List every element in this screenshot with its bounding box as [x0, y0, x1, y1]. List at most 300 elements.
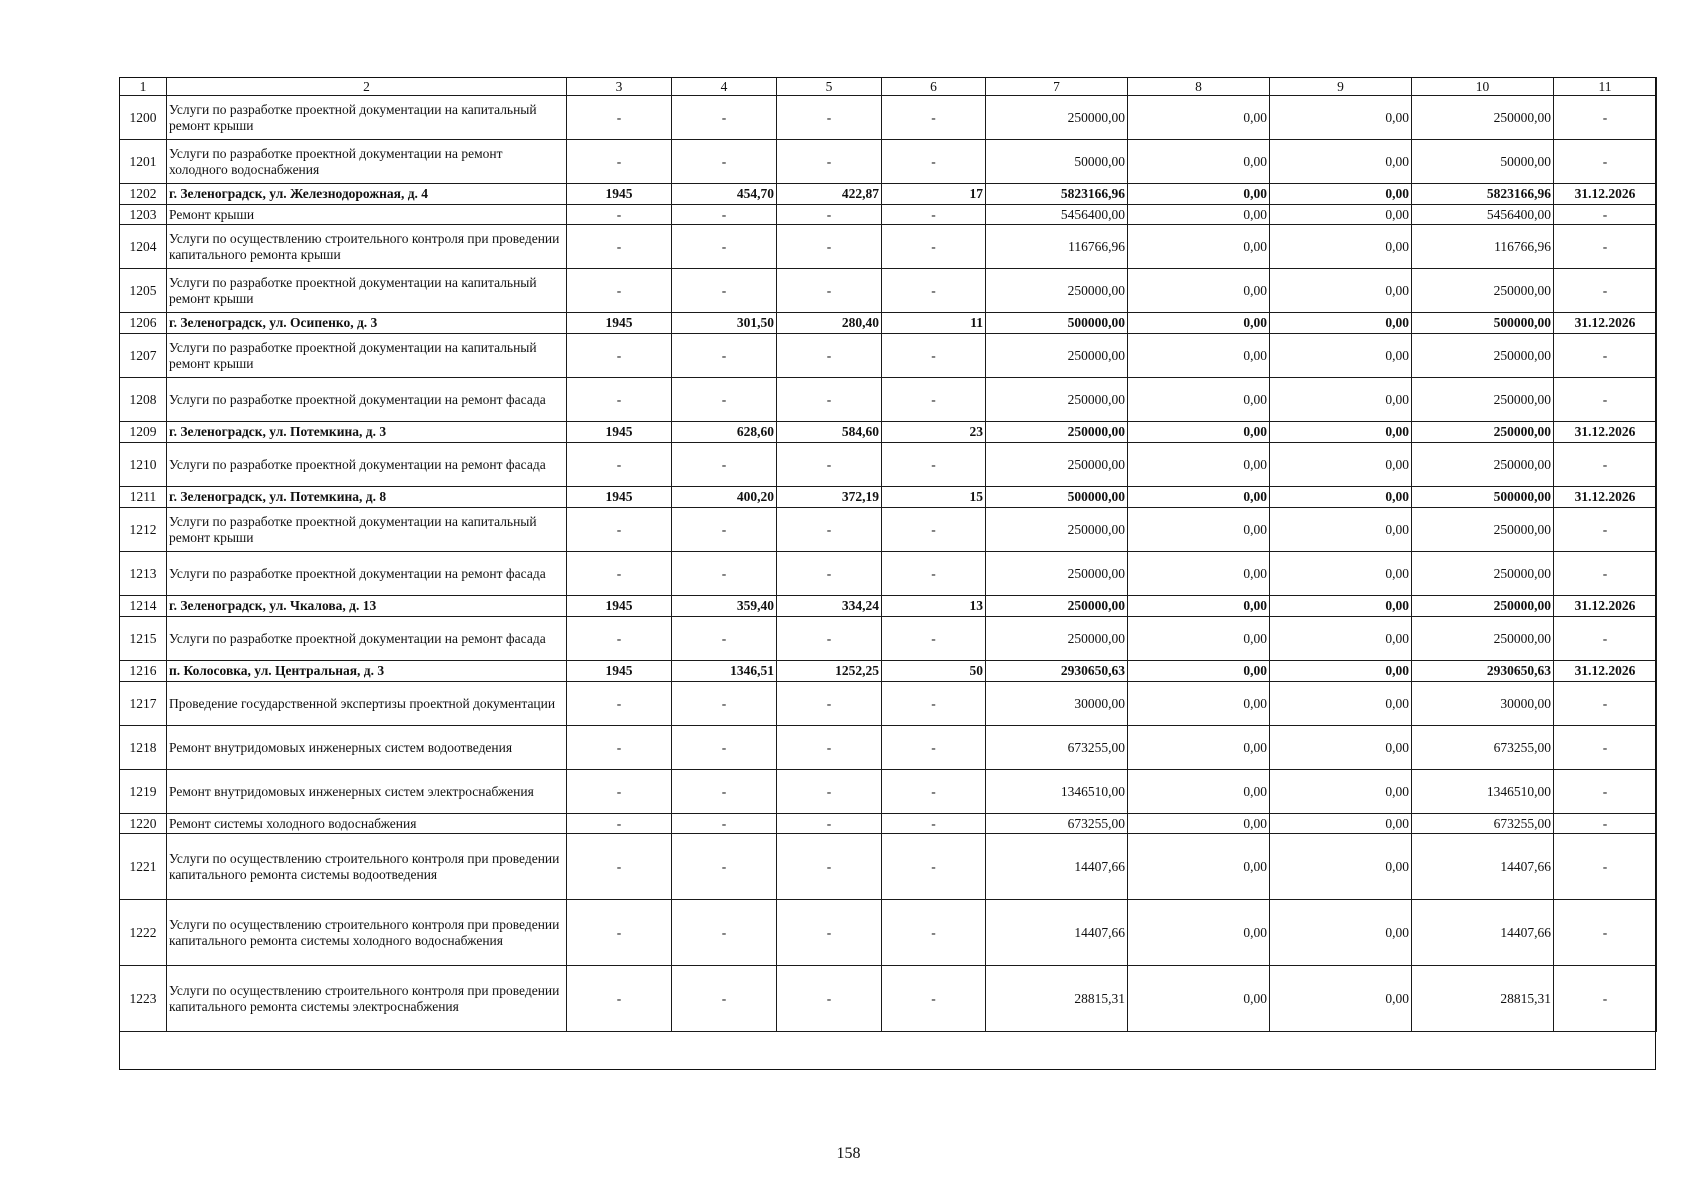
cell-c8: 0,00 — [1128, 313, 1270, 334]
cell-c11: 31.12.2026 — [1554, 313, 1657, 334]
cell-c8: 0,00 — [1128, 596, 1270, 617]
table-row — [120, 334, 1657, 378]
table-row — [120, 726, 1657, 770]
table-row — [120, 966, 1657, 1032]
table-row — [120, 834, 1657, 900]
cell-c11: - — [1554, 682, 1657, 726]
cell-c10: 250000,00 — [1412, 269, 1554, 313]
cell-c5: - — [777, 814, 882, 834]
cell-c11: - — [1554, 334, 1657, 378]
cell-c8: 0,00 — [1128, 552, 1270, 596]
cell-c9: 0,00 — [1270, 378, 1412, 422]
cell-c3: - — [567, 443, 672, 487]
cell-c4: 1346,51 — [672, 661, 777, 682]
cell-c4: - — [672, 508, 777, 552]
cell-c7: 250000,00 — [986, 552, 1128, 596]
cell-c10: 250000,00 — [1412, 443, 1554, 487]
cell-c11: 31.12.2026 — [1554, 596, 1657, 617]
cell-c9: 0,00 — [1270, 900, 1412, 966]
cell-c10: 250000,00 — [1412, 422, 1554, 443]
cell-c7: 30000,00 — [986, 682, 1128, 726]
cell-desc: п. Колосовка, ул. Центральная, д. 3 — [167, 661, 567, 682]
cell-c6: - — [882, 814, 986, 834]
cell-desc: Услуги по разработке проектной документации на капитальный ремонт крыши — [167, 269, 567, 313]
cell-c10: 1346510,00 — [1412, 770, 1554, 814]
cell-c6: - — [882, 682, 986, 726]
cell-desc: Услуги по разработке проектной документации на капитальный ремонт крыши — [167, 334, 567, 378]
cell-c8: 0,00 — [1128, 443, 1270, 487]
cell-num: 1218 — [120, 726, 167, 770]
cell-c8: 0,00 — [1128, 617, 1270, 661]
cell-c8: 0,00 — [1128, 378, 1270, 422]
cell-num: 1221 — [120, 834, 167, 900]
cell-c10: 250000,00 — [1412, 552, 1554, 596]
cell-c10: 250000,00 — [1412, 334, 1554, 378]
cell-c10: 250000,00 — [1412, 96, 1554, 140]
col-header: 1 — [120, 78, 167, 96]
cell-c7: 250000,00 — [986, 422, 1128, 443]
cell-c3: 1945 — [567, 422, 672, 443]
cell-c3: - — [567, 834, 672, 900]
cell-c10: 250000,00 — [1412, 378, 1554, 422]
col-header: 2 — [167, 78, 567, 96]
cell-c10: 30000,00 — [1412, 682, 1554, 726]
cell-c8: 0,00 — [1128, 770, 1270, 814]
cell-c8: 0,00 — [1128, 487, 1270, 508]
cell-c4: - — [672, 378, 777, 422]
cell-c11: - — [1554, 205, 1657, 225]
cell-c11: - — [1554, 726, 1657, 770]
cell-c4: - — [672, 770, 777, 814]
col-header: 11 — [1554, 78, 1657, 96]
cell-c11: - — [1554, 378, 1657, 422]
cell-c7: 14407,66 — [986, 900, 1128, 966]
cell-c6: - — [882, 225, 986, 269]
cell-desc: Услуги по разработке проектной документации на ремонт холодного водоснабжения — [167, 140, 567, 184]
cell-c7: 250000,00 — [986, 269, 1128, 313]
cell-c4: 301,50 — [672, 313, 777, 334]
address-row — [120, 661, 1657, 682]
cell-c9: 0,00 — [1270, 508, 1412, 552]
cell-c9: 0,00 — [1270, 682, 1412, 726]
cell-c4: - — [672, 966, 777, 1032]
cell-desc: Ремонт внутридомовых инженерных систем водоотведения — [167, 726, 567, 770]
cell-c4: 628,60 — [672, 422, 777, 443]
column-number-header — [120, 78, 1657, 96]
cell-c6: - — [882, 378, 986, 422]
table-row — [120, 378, 1657, 422]
cell-desc: Услуги по разработке проектной документации на ремонт фасада — [167, 443, 567, 487]
cell-c5: - — [777, 443, 882, 487]
cell-c11: - — [1554, 966, 1657, 1032]
cell-c7: 250000,00 — [986, 378, 1128, 422]
cell-c10: 14407,66 — [1412, 900, 1554, 966]
cell-c4: - — [672, 834, 777, 900]
cell-c4: - — [672, 334, 777, 378]
cell-num: 1204 — [120, 225, 167, 269]
cell-c5: 584,60 — [777, 422, 882, 443]
cell-c6: - — [882, 205, 986, 225]
cell-desc: г. Зеленоградск, ул. Потемкина, д. 8 — [167, 487, 567, 508]
cell-desc: г. Зеленоградск, ул. Чкалова, д. 13 — [167, 596, 567, 617]
cell-c3: - — [567, 770, 672, 814]
cell-c5: - — [777, 269, 882, 313]
cell-num: 1223 — [120, 966, 167, 1032]
cell-desc: Услуги по осуществлению строительного контроля при проведении капитального ремонта системы водоотведения — [167, 834, 567, 900]
col-header: 8 — [1128, 78, 1270, 96]
cell-c9: 0,00 — [1270, 596, 1412, 617]
cell-c11: - — [1554, 552, 1657, 596]
cell-c4: 359,40 — [672, 596, 777, 617]
cell-desc: Услуги по осуществлению строительного контроля при проведении капитального ремонта системы электроснабжения — [167, 966, 567, 1032]
cell-c4: 400,20 — [672, 487, 777, 508]
cell-c9: 0,00 — [1270, 487, 1412, 508]
cell-c5: 422,87 — [777, 184, 882, 205]
cell-c5: - — [777, 966, 882, 1032]
cell-c11: - — [1554, 770, 1657, 814]
cell-c9: 0,00 — [1270, 443, 1412, 487]
cell-num: 1209 — [120, 422, 167, 443]
cell-c5: 1252,25 — [777, 661, 882, 682]
cell-num: 1200 — [120, 96, 167, 140]
col-header: 10 — [1412, 78, 1554, 96]
cell-c6: - — [882, 552, 986, 596]
table-row — [120, 814, 1657, 834]
cell-c7: 2930650,63 — [986, 661, 1128, 682]
cell-c11: 31.12.2026 — [1554, 184, 1657, 205]
cell-c9: 0,00 — [1270, 205, 1412, 225]
cell-c5: 334,24 — [777, 596, 882, 617]
cell-c4: - — [672, 726, 777, 770]
cell-num: 1208 — [120, 378, 167, 422]
cell-desc: Услуги по разработке проектной документации на капитальный ремонт крыши — [167, 96, 567, 140]
cell-c3: - — [567, 96, 672, 140]
table-body — [120, 96, 1657, 1032]
cell-c11: 31.12.2026 — [1554, 487, 1657, 508]
cell-c8: 0,00 — [1128, 140, 1270, 184]
cell-c6: - — [882, 269, 986, 313]
cell-c3: - — [567, 334, 672, 378]
cell-c11: - — [1554, 834, 1657, 900]
cell-c10: 250000,00 — [1412, 596, 1554, 617]
cell-c3: - — [567, 552, 672, 596]
cell-desc: Услуги по разработке проектной документации на ремонт фасада — [167, 378, 567, 422]
cell-c3: - — [567, 205, 672, 225]
cell-c10: 500000,00 — [1412, 313, 1554, 334]
address-row — [120, 184, 1657, 205]
cell-c6: - — [882, 726, 986, 770]
cell-c11: - — [1554, 508, 1657, 552]
col-header: 9 — [1270, 78, 1412, 96]
cell-c5: - — [777, 900, 882, 966]
cell-c3: - — [567, 966, 672, 1032]
cell-c5: - — [777, 726, 882, 770]
cell-c5: - — [777, 140, 882, 184]
cell-c7: 673255,00 — [986, 726, 1128, 770]
cell-c3: - — [567, 378, 672, 422]
cell-num: 1207 — [120, 334, 167, 378]
cell-c9: 0,00 — [1270, 814, 1412, 834]
cell-c8: 0,00 — [1128, 422, 1270, 443]
cell-c9: 0,00 — [1270, 313, 1412, 334]
table-row — [120, 140, 1657, 184]
cell-c10: 673255,00 — [1412, 726, 1554, 770]
cell-c5: - — [777, 682, 882, 726]
cell-c9: 0,00 — [1270, 552, 1412, 596]
cell-num: 1203 — [120, 205, 167, 225]
cell-c10: 5823166,96 — [1412, 184, 1554, 205]
cell-c3: - — [567, 617, 672, 661]
cell-num: 1216 — [120, 661, 167, 682]
address-row — [120, 313, 1657, 334]
cell-c11: - — [1554, 617, 1657, 661]
cell-c4: - — [672, 140, 777, 184]
cell-c6: 11 — [882, 313, 986, 334]
cell-c11: 31.12.2026 — [1554, 661, 1657, 682]
cell-c8: 0,00 — [1128, 269, 1270, 313]
table-row — [120, 552, 1657, 596]
cell-c6: 50 — [882, 661, 986, 682]
table-row — [120, 900, 1657, 966]
cell-c5: - — [777, 770, 882, 814]
cell-c9: 0,00 — [1270, 617, 1412, 661]
cell-c11: - — [1554, 269, 1657, 313]
cell-desc: Ремонт системы холодного водоснабжения — [167, 814, 567, 834]
cell-c5: 372,19 — [777, 487, 882, 508]
cell-c6: - — [882, 834, 986, 900]
cell-c4: - — [672, 205, 777, 225]
cell-c9: 0,00 — [1270, 422, 1412, 443]
cell-c8: 0,00 — [1128, 205, 1270, 225]
col-header: 3 — [567, 78, 672, 96]
cell-c6: 17 — [882, 184, 986, 205]
cell-c3: - — [567, 814, 672, 834]
cell-c5: - — [777, 378, 882, 422]
cell-c9: 0,00 — [1270, 184, 1412, 205]
cell-c9: 0,00 — [1270, 140, 1412, 184]
cell-c6: - — [882, 900, 986, 966]
cell-num: 1219 — [120, 770, 167, 814]
cell-c5: - — [777, 617, 882, 661]
cell-c4: - — [672, 552, 777, 596]
cell-c10: 116766,96 — [1412, 225, 1554, 269]
cell-c3: - — [567, 140, 672, 184]
cell-c3: 1945 — [567, 596, 672, 617]
cell-c10: 673255,00 — [1412, 814, 1554, 834]
cell-num: 1220 — [120, 814, 167, 834]
cell-desc: Услуги по осуществлению строительного контроля при проведении капитального ремонта системы холодного водоснабжения — [167, 900, 567, 966]
cell-desc: г. Зеленоградск, ул. Потемкина, д. 3 — [167, 422, 567, 443]
col-header: 4 — [672, 78, 777, 96]
cell-c4: - — [672, 225, 777, 269]
cell-num: 1210 — [120, 443, 167, 487]
cell-c5: 280,40 — [777, 313, 882, 334]
cell-c10: 2930650,63 — [1412, 661, 1554, 682]
cell-c5: - — [777, 205, 882, 225]
cell-c7: 673255,00 — [986, 814, 1128, 834]
cell-c9: 0,00 — [1270, 834, 1412, 900]
cell-c6: 15 — [882, 487, 986, 508]
cell-desc: Услуги по разработке проектной документации на ремонт фасада — [167, 552, 567, 596]
cell-c7: 500000,00 — [986, 313, 1128, 334]
table-row — [120, 682, 1657, 726]
table-row — [120, 443, 1657, 487]
cell-desc: Услуги по разработке проектной документации на ремонт фасада — [167, 617, 567, 661]
cell-c5: - — [777, 508, 882, 552]
table-row — [120, 225, 1657, 269]
cell-c11: - — [1554, 443, 1657, 487]
cell-desc: г. Зеленоградск, ул. Железнодорожная, д. 4 — [167, 184, 567, 205]
cell-c10: 50000,00 — [1412, 140, 1554, 184]
cell-c11: 31.12.2026 — [1554, 422, 1657, 443]
cell-c4: - — [672, 96, 777, 140]
cell-c9: 0,00 — [1270, 661, 1412, 682]
cell-c5: - — [777, 334, 882, 378]
table-row — [120, 96, 1657, 140]
address-row — [120, 422, 1657, 443]
cell-c4: - — [672, 269, 777, 313]
cell-c7: 250000,00 — [986, 596, 1128, 617]
cell-c8: 0,00 — [1128, 834, 1270, 900]
cell-desc: Услуги по осуществлению строительного контроля при проведении капитального ремонта крыши — [167, 225, 567, 269]
cell-c9: 0,00 — [1270, 726, 1412, 770]
cell-c3: - — [567, 726, 672, 770]
cell-c3: 1945 — [567, 184, 672, 205]
cell-c4: - — [672, 814, 777, 834]
table-row — [120, 617, 1657, 661]
cell-c10: 500000,00 — [1412, 487, 1554, 508]
cell-c7: 250000,00 — [986, 96, 1128, 140]
cell-c10: 28815,31 — [1412, 966, 1554, 1032]
table-row — [120, 269, 1657, 313]
cell-desc: Ремонт крыши — [167, 205, 567, 225]
cell-c7: 116766,96 — [986, 225, 1128, 269]
cell-desc: Ремонт внутридомовых инженерных систем электроснабжения — [167, 770, 567, 814]
cell-c8: 0,00 — [1128, 96, 1270, 140]
cell-c9: 0,00 — [1270, 96, 1412, 140]
cell-c7: 28815,31 — [986, 966, 1128, 1032]
table-row — [120, 770, 1657, 814]
cell-c3: - — [567, 508, 672, 552]
cell-c3: - — [567, 900, 672, 966]
cell-c8: 0,00 — [1128, 334, 1270, 378]
cell-num: 1222 — [120, 900, 167, 966]
cell-c6: - — [882, 334, 986, 378]
address-row — [120, 487, 1657, 508]
cell-c8: 0,00 — [1128, 184, 1270, 205]
cell-desc: Проведение государственной экспертизы проектной документации — [167, 682, 567, 726]
cell-c9: 0,00 — [1270, 966, 1412, 1032]
repair-schedule-table — [119, 77, 1657, 1032]
table-row — [120, 508, 1657, 552]
cell-c7: 250000,00 — [986, 617, 1128, 661]
cell-c5: - — [777, 96, 882, 140]
cell-c11: - — [1554, 225, 1657, 269]
col-header: 5 — [777, 78, 882, 96]
page-number: 158 — [836, 1145, 861, 1162]
cell-c6: 23 — [882, 422, 986, 443]
cell-c5: - — [777, 552, 882, 596]
cell-c4: - — [672, 682, 777, 726]
cell-num: 1214 — [120, 596, 167, 617]
cell-num: 1205 — [120, 269, 167, 313]
cell-c9: 0,00 — [1270, 269, 1412, 313]
cell-num: 1217 — [120, 682, 167, 726]
cell-c7: 1346510,00 — [986, 770, 1128, 814]
cell-c6: - — [882, 617, 986, 661]
cell-c4: - — [672, 617, 777, 661]
cell-num: 1215 — [120, 617, 167, 661]
cell-c7: 250000,00 — [986, 334, 1128, 378]
cell-c4: 454,70 — [672, 184, 777, 205]
cell-c8: 0,00 — [1128, 966, 1270, 1032]
cell-c7: 500000,00 — [986, 487, 1128, 508]
cell-c3: - — [567, 269, 672, 313]
cell-c7: 50000,00 — [986, 140, 1128, 184]
cell-c11: - — [1554, 814, 1657, 834]
cell-c5: - — [777, 225, 882, 269]
cell-c6: - — [882, 443, 986, 487]
cell-c7: 5456400,00 — [986, 205, 1128, 225]
cell-c6: - — [882, 140, 986, 184]
col-header: 7 — [986, 78, 1128, 96]
cell-c11: - — [1554, 900, 1657, 966]
cell-c10: 14407,66 — [1412, 834, 1554, 900]
table-row — [120, 205, 1657, 225]
cell-c8: 0,00 — [1128, 726, 1270, 770]
cell-c7: 250000,00 — [986, 443, 1128, 487]
cell-c9: 0,00 — [1270, 225, 1412, 269]
cell-num: 1202 — [120, 184, 167, 205]
cell-c6: - — [882, 96, 986, 140]
cell-c3: 1945 — [567, 487, 672, 508]
cell-c8: 0,00 — [1128, 225, 1270, 269]
cell-c3: 1945 — [567, 313, 672, 334]
cell-c6: - — [882, 770, 986, 814]
cell-c7: 5823166,96 — [986, 184, 1128, 205]
cell-c3: - — [567, 225, 672, 269]
cell-num: 1211 — [120, 487, 167, 508]
cell-desc: г. Зеленоградск, ул. Осипенко, д. 3 — [167, 313, 567, 334]
cell-c10: 250000,00 — [1412, 617, 1554, 661]
cell-c10: 250000,00 — [1412, 508, 1554, 552]
cell-c8: 0,00 — [1128, 900, 1270, 966]
cell-c6: 13 — [882, 596, 986, 617]
cell-c8: 0,00 — [1128, 814, 1270, 834]
cell-c3: 1945 — [567, 661, 672, 682]
cell-num: 1213 — [120, 552, 167, 596]
cell-c5: - — [777, 834, 882, 900]
address-row — [120, 596, 1657, 617]
cell-c4: - — [672, 443, 777, 487]
cell-c7: 14407,66 — [986, 834, 1128, 900]
cell-c3: - — [567, 682, 672, 726]
cell-c11: - — [1554, 140, 1657, 184]
col-header: 6 — [882, 78, 986, 96]
cell-c6: - — [882, 508, 986, 552]
cell-c4: - — [672, 900, 777, 966]
cell-c8: 0,00 — [1128, 508, 1270, 552]
cell-c7: 250000,00 — [986, 508, 1128, 552]
cell-c8: 0,00 — [1128, 682, 1270, 726]
cell-c9: 0,00 — [1270, 770, 1412, 814]
cell-num: 1212 — [120, 508, 167, 552]
cell-num: 1201 — [120, 140, 167, 184]
cell-c10: 5456400,00 — [1412, 205, 1554, 225]
cell-num: 1206 — [120, 313, 167, 334]
cell-c6: - — [882, 966, 986, 1032]
cell-c11: - — [1554, 96, 1657, 140]
